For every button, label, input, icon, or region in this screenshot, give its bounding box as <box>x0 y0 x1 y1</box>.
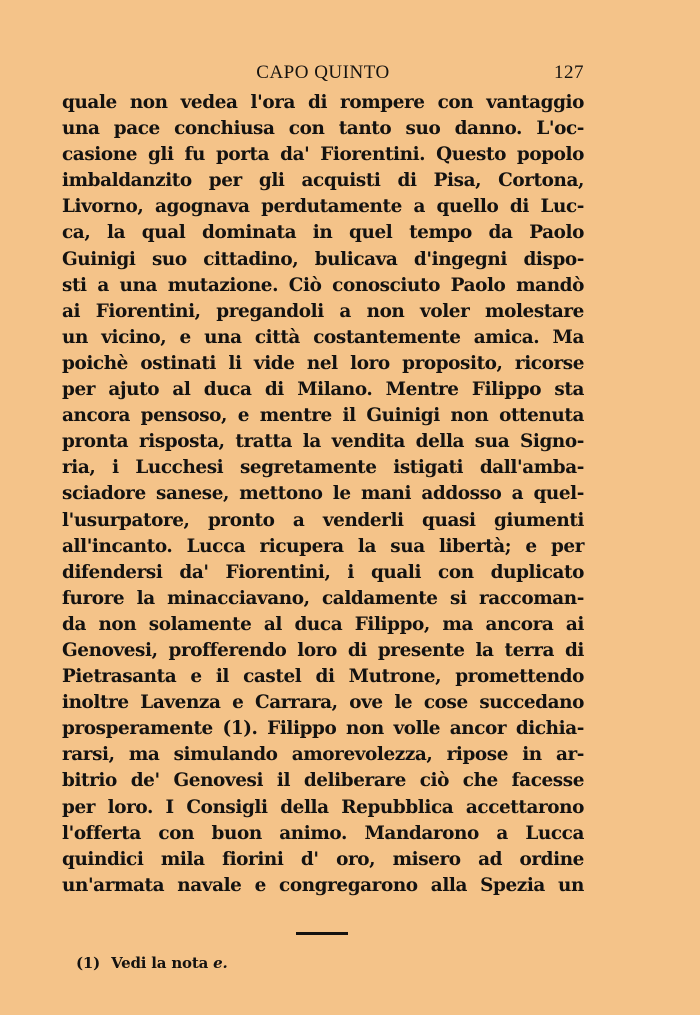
text-line: l'usurpatore, pronto a venderli quasi giumenti <box>62 509 584 531</box>
text-line: furore la minacciavano, caldamente si raccoman- <box>62 587 584 609</box>
footnote-reference: e. <box>213 954 228 972</box>
footnote-text: Vedi la nota <box>111 954 209 972</box>
text-line: inoltre Lavenza e Carrara, ove le cose succedano <box>62 692 584 714</box>
page-number: 127 <box>554 62 584 83</box>
text-line: Livorno, agognava perdutamente a quello di Luc- <box>62 196 584 218</box>
footnote-separator-rule <box>296 932 348 935</box>
text-line: pronta risposta, tratta la vendita della sua Signo- <box>62 431 584 453</box>
text-line: l'offerta con buon animo. Mandarono a Lucca <box>62 822 584 844</box>
body-text <box>62 90 584 899</box>
text-line: sti a una mutazione. Ciò conosciuto Paolo mandò <box>62 274 584 296</box>
text-line: bitrio de' Genovesi il deliberare ciò che facesse <box>62 770 584 792</box>
text-line: ria, i Lucchesi segretamente istigati dall'amba- <box>62 457 584 479</box>
footnote-marker: (1) <box>76 954 101 972</box>
text-line: Genovesi, profferendo loro di presente la terra di <box>62 639 584 661</box>
text-line: ca, la qual dominata in quel tempo da Paolo <box>62 222 584 244</box>
text-line: imbaldanzito per gli acquisti di Pisa, Cortona, <box>62 170 584 192</box>
text-line: un vicino, e una città costantemente amica. Ma <box>62 326 584 348</box>
text-line: per ajuto al duca di Milano. Mentre Filippo sta <box>62 379 584 401</box>
running-head <box>62 62 584 88</box>
text-line: quindici mila fiorini d' oro, misero ad ordine <box>62 848 584 870</box>
text-line: da non solamente al duca Filippo, ma ancora ai <box>62 613 584 635</box>
text-line: un'armata navale e congregarono alla Spezia un <box>62 874 584 896</box>
text-line: ai Fiorentini, pregandoli a non voler molestare <box>62 300 584 322</box>
text-line: all'incanto. Lucca ricupera la sua libertà; e per <box>62 535 584 557</box>
text-line: Pietrasanta e il castel di Mutrone, promettendo <box>62 666 584 688</box>
footnote <box>76 954 228 972</box>
text-line: prosperamente (1). Filippo non volle ancor dichia- <box>62 718 584 740</box>
text-line: ancora pensoso, e mentre il Guinigi non ottenuta <box>62 405 584 427</box>
text-line: una pace conchiusa con tanto suo danno. L'oc- <box>62 118 584 140</box>
text-line: sciadore sanese, mettono le mani addosso a quel- <box>62 483 584 505</box>
text-line: Guinigi suo cittadino, bulicava d'ingegni dispo- <box>62 248 584 270</box>
text-line: difendersi da' Fiorentini, i quali con duplicato <box>62 561 584 583</box>
text-line: rarsi, ma simulando amorevolezza, ripose in ar- <box>62 744 584 766</box>
running-title: CAPO QUINTO <box>256 62 390 83</box>
text-line: quale non vedea l'ora di rompere con vantaggio <box>62 92 584 113</box>
text-line: per loro. I Consigli della Repubblica accettarono <box>62 796 584 818</box>
text-line: casione gli fu porta da' Fiorentini. Questo popolo <box>62 144 584 166</box>
text-line: poichè ostinati li vide nel loro proposito, ricorse <box>62 352 584 374</box>
